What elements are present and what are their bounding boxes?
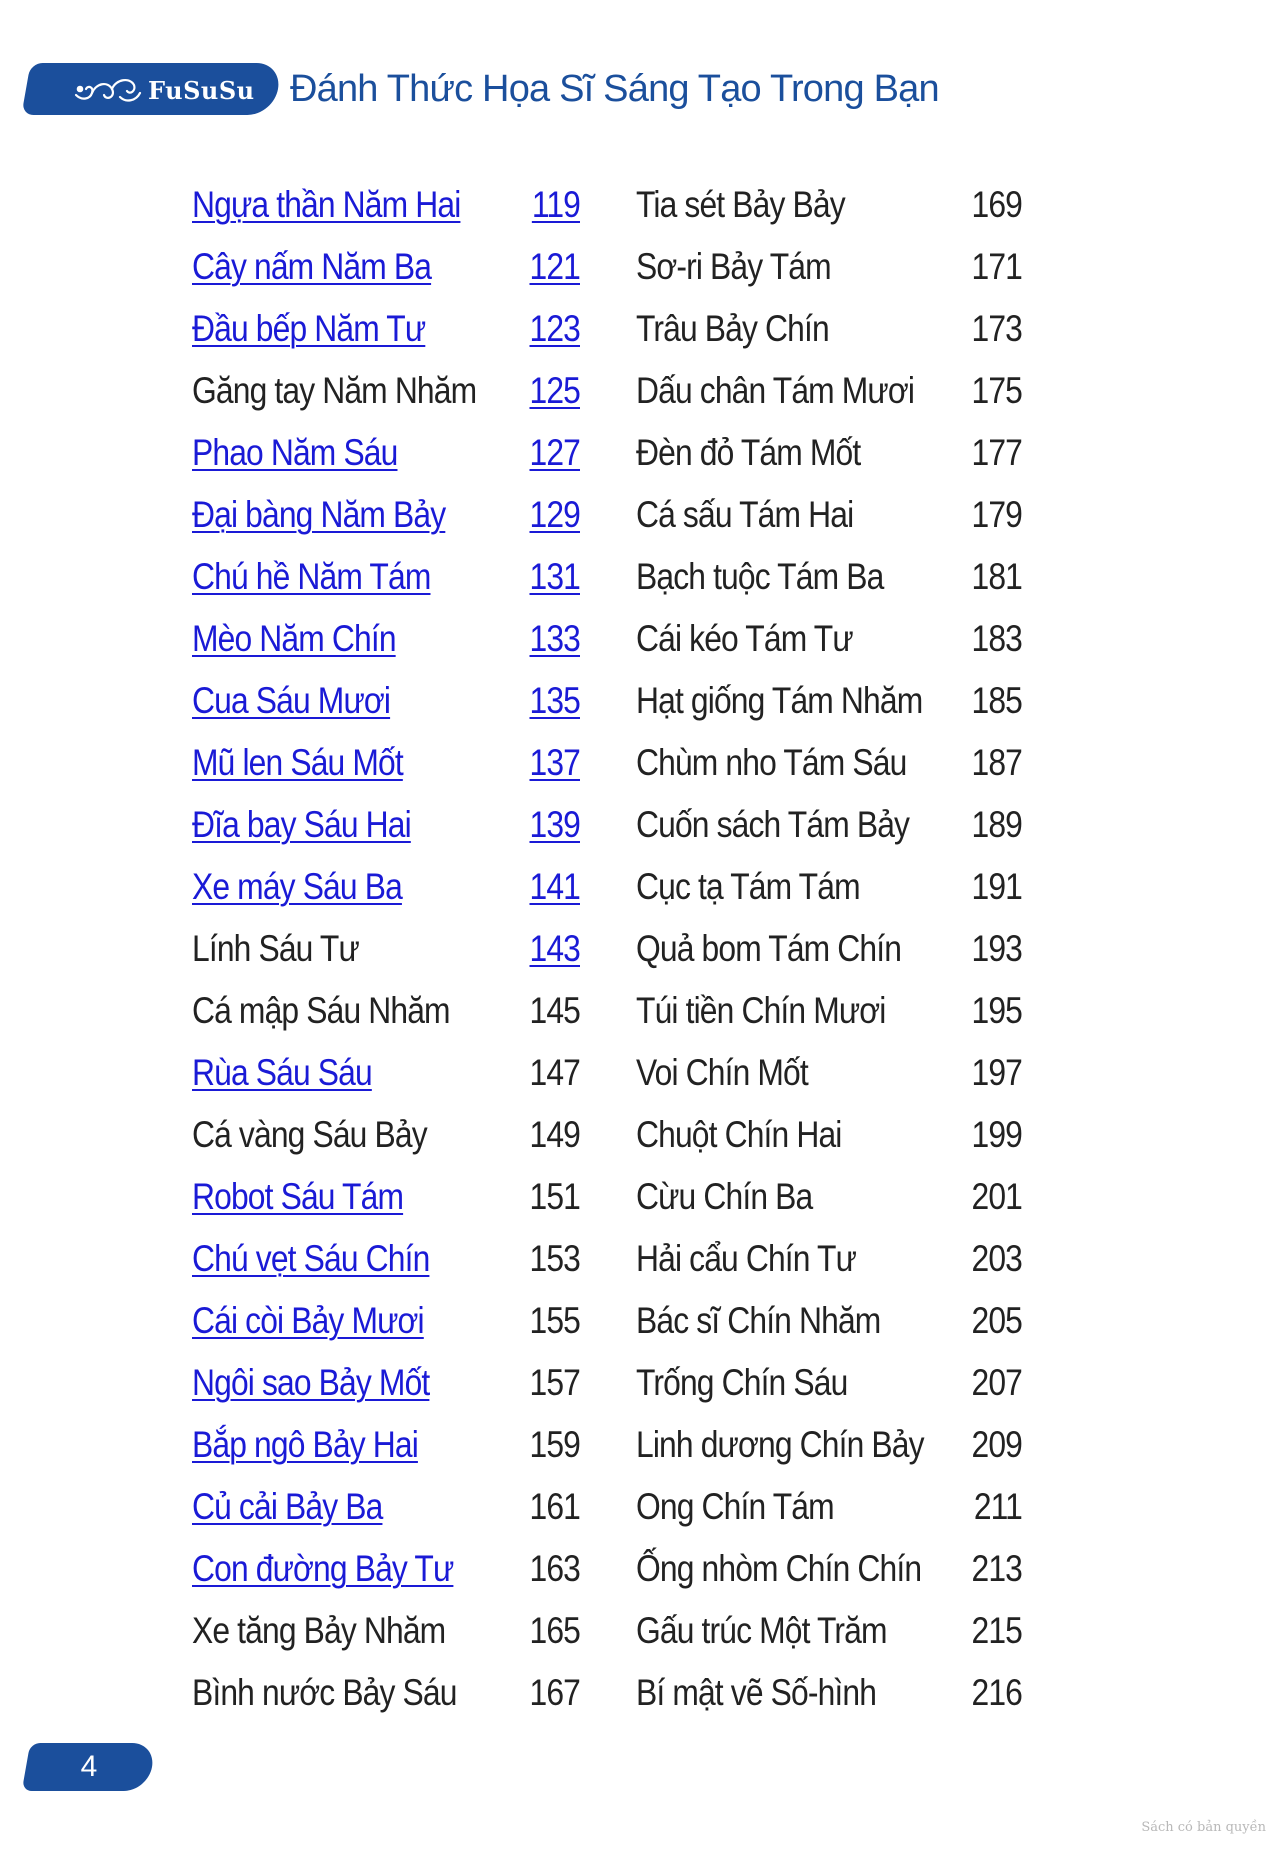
toc-entry-title: Cục tạ Tám Tám bbox=[636, 866, 860, 907]
toc-entry-page: 165 bbox=[529, 1610, 580, 1651]
toc-row bbox=[0, 678, 1280, 740]
toc-entry-page-link[interactable]: 131 bbox=[529, 556, 580, 597]
toc-row bbox=[0, 1484, 1280, 1546]
toc-row bbox=[0, 864, 1280, 926]
toc-entry-title-link[interactable]: Chú vẹt Sáu Chín bbox=[192, 1238, 430, 1279]
toc-entry-page: 167 bbox=[529, 1672, 580, 1713]
toc-entry-title: Chuột Chín Hai bbox=[636, 1114, 842, 1155]
brand-logo bbox=[72, 72, 255, 108]
toc-entry-page: 189 bbox=[971, 804, 1022, 845]
toc-entry-page: 181 bbox=[971, 556, 1022, 597]
toc-entry-title: Ống nhòm Chín Chín bbox=[636, 1548, 922, 1589]
toc-row bbox=[0, 1298, 1280, 1360]
toc-row bbox=[0, 1112, 1280, 1174]
toc-row bbox=[0, 616, 1280, 678]
toc-entry-title: Cái kéo Tám Tư bbox=[636, 618, 853, 659]
toc-entry-page: 209 bbox=[971, 1424, 1022, 1465]
toc-entry-title-link[interactable]: Mèo Năm Chín bbox=[192, 618, 396, 659]
toc-row bbox=[0, 554, 1280, 616]
copyright-watermark: Sách có bản quyền bbox=[1141, 1820, 1266, 1835]
page-number: 4 bbox=[80, 1750, 98, 1783]
toc-row bbox=[0, 430, 1280, 492]
toc-entry-page: 177 bbox=[971, 432, 1022, 473]
toc-entry-title-link[interactable]: Đĩa bay Sáu Hai bbox=[192, 804, 411, 845]
toc-entry-page: 199 bbox=[971, 1114, 1022, 1155]
toc-entry-title: Bí mật vẽ Số-hình bbox=[636, 1672, 877, 1713]
toc-entry-title: Gấu trúc Một Trăm bbox=[636, 1610, 887, 1651]
toc-entry-page: 145 bbox=[529, 990, 580, 1031]
toc-entry-title-link[interactable]: Củ cải Bảy Ba bbox=[192, 1486, 383, 1527]
toc-row bbox=[0, 802, 1280, 864]
toc-entry-page: 205 bbox=[971, 1300, 1022, 1341]
toc-entry-title: Lính Sáu Tư bbox=[192, 928, 359, 969]
toc-entry-page-link[interactable]: 127 bbox=[529, 432, 580, 473]
toc-entry-title: Quả bom Tám Chín bbox=[636, 928, 902, 969]
toc-entry-page: 195 bbox=[971, 990, 1022, 1031]
toc-entry-title: Hạt giống Tám Nhăm bbox=[636, 680, 923, 721]
toc-entry-title: Cá vàng Sáu Bảy bbox=[192, 1114, 427, 1155]
toc-entry-page-link[interactable]: 119 bbox=[531, 184, 580, 225]
toc-entry-title: Bình nước Bảy Sáu bbox=[192, 1672, 457, 1713]
toc-row bbox=[0, 1360, 1280, 1422]
toc-row bbox=[0, 1050, 1280, 1112]
toc-entry-page: 203 bbox=[971, 1238, 1022, 1279]
toc-entry-page: 175 bbox=[971, 370, 1022, 411]
toc-entry-page: 185 bbox=[971, 680, 1022, 721]
toc-entry-title-link[interactable]: Mũ len Sáu Mốt bbox=[192, 742, 403, 783]
toc-entry-title: Cuốn sách Tám Bảy bbox=[636, 804, 910, 845]
toc-entry-page: 191 bbox=[971, 866, 1022, 907]
toc-entry-title-link[interactable]: Rùa Sáu Sáu bbox=[192, 1052, 372, 1093]
toc-entry-title-link[interactable]: Xe máy Sáu Ba bbox=[192, 866, 402, 907]
toc-row bbox=[0, 1670, 1280, 1732]
toc-entry-title-link[interactable]: Cái còi Bảy Mươi bbox=[192, 1300, 424, 1341]
toc-entry-page: 216 bbox=[971, 1672, 1022, 1713]
toc-entry-page: 207 bbox=[971, 1362, 1022, 1403]
toc-entry-title: Đèn đỏ Tám Mốt bbox=[636, 432, 861, 473]
book-title: Đánh Thức Họa Sĩ Sáng Tạo Trong Bạn bbox=[290, 68, 939, 110]
toc-entry-title-link[interactable]: Robot Sáu Tám bbox=[192, 1176, 404, 1217]
toc-entry-title: Cừu Chín Ba bbox=[636, 1176, 813, 1217]
toc-entry-page: 149 bbox=[529, 1114, 580, 1155]
toc-row bbox=[0, 306, 1280, 368]
toc-entry-page: 157 bbox=[529, 1362, 580, 1403]
toc-entry-title: Dấu chân Tám Mươi bbox=[636, 370, 915, 411]
toc-row bbox=[0, 492, 1280, 554]
toc-entry-title-link[interactable]: Cây nấm Năm Ba bbox=[192, 246, 432, 287]
toc-row bbox=[0, 1174, 1280, 1236]
toc-entry-title-link[interactable]: Đầu bếp Năm Tư bbox=[192, 308, 426, 349]
toc-row bbox=[0, 182, 1280, 244]
toc-entry-title: Ong Chín Tám bbox=[636, 1486, 834, 1527]
toc-entry-page-link[interactable]: 129 bbox=[529, 494, 580, 535]
toc-entry-title: Tia sét Bảy Bảy bbox=[636, 184, 845, 225]
toc-row bbox=[0, 988, 1280, 1050]
toc-entry-page: 193 bbox=[971, 928, 1022, 969]
toc-entry-title: Xe tăng Bảy Nhăm bbox=[192, 1610, 446, 1651]
toc-entry-page: 211 bbox=[973, 1486, 1022, 1527]
toc-entry-title: Voi Chín Mốt bbox=[636, 1052, 808, 1093]
toc-entry-title: Linh dương Chín Bảy bbox=[636, 1424, 924, 1465]
toc-entry-page-link[interactable]: 133 bbox=[529, 618, 580, 659]
toc-entry-title: Trâu Bảy Chín bbox=[636, 308, 829, 349]
toc-entry-page-link[interactable]: 123 bbox=[529, 308, 580, 349]
toc-entry-page: 151 bbox=[529, 1176, 580, 1217]
toc-row bbox=[0, 244, 1280, 306]
toc-entry-page: 197 bbox=[971, 1052, 1022, 1093]
toc-row bbox=[0, 740, 1280, 802]
toc-row bbox=[0, 1236, 1280, 1298]
toc-entry-page-link[interactable]: 137 bbox=[529, 742, 580, 783]
toc-entry-title: Túi tiền Chín Mươi bbox=[636, 990, 886, 1031]
toc-entry-page: 187 bbox=[971, 742, 1022, 783]
toc-entry-title-link[interactable]: Con đường Bảy Tư bbox=[192, 1548, 454, 1589]
toc-entry-page-link[interactable]: 143 bbox=[529, 928, 580, 969]
toc-row bbox=[0, 1608, 1280, 1670]
toc-entry-title: Hải cẩu Chín Tư bbox=[636, 1238, 857, 1279]
toc-row bbox=[0, 1546, 1280, 1608]
toc-entry-page: 163 bbox=[529, 1548, 580, 1589]
toc-entry-page: 213 bbox=[971, 1548, 1022, 1589]
toc-entry-title: Chùm nho Tám Sáu bbox=[636, 742, 907, 783]
toc-entry-title-link[interactable]: Ngôi sao Bảy Mốt bbox=[192, 1362, 430, 1403]
toc-entry-page: 153 bbox=[529, 1238, 580, 1279]
toc-entry-page: 155 bbox=[529, 1300, 580, 1341]
brand-name: FuSuSu bbox=[148, 75, 255, 105]
flourish-icon bbox=[72, 73, 144, 107]
toc-entry-page: 179 bbox=[971, 494, 1022, 535]
toc-entry-page: 215 bbox=[971, 1610, 1022, 1651]
toc-entry-title: Trống Chín Sáu bbox=[636, 1362, 848, 1403]
toc-entry-page-link[interactable]: 139 bbox=[529, 804, 580, 845]
toc-entry-title: Bạch tuộc Tám Ba bbox=[636, 556, 884, 597]
toc-entry-page: 171 bbox=[971, 246, 1022, 287]
toc-entry-page: 201 bbox=[971, 1176, 1022, 1217]
toc-entry-page-link[interactable]: 141 bbox=[529, 866, 580, 907]
toc-row bbox=[0, 368, 1280, 430]
toc-entry-title-link[interactable]: Chú hề Năm Tám bbox=[192, 556, 431, 597]
toc-entry-title: Găng tay Năm Nhăm bbox=[192, 370, 477, 411]
toc-entry-page-link[interactable]: 125 bbox=[529, 370, 580, 411]
toc-entry-title-link[interactable]: Bắp ngô Bảy Hai bbox=[192, 1424, 418, 1465]
toc-entry-title-link[interactable]: Cua Sáu Mươi bbox=[192, 680, 391, 721]
toc-entry-title: Sơ-ri Bảy Tám bbox=[636, 246, 831, 287]
toc-entry-page: 169 bbox=[971, 184, 1022, 225]
toc-entry-title: Bác sĩ Chín Nhăm bbox=[636, 1300, 881, 1341]
toc-entry-title: Cá mập Sáu Nhăm bbox=[192, 990, 450, 1031]
toc-row bbox=[0, 1422, 1280, 1484]
toc-row bbox=[0, 926, 1280, 988]
toc-entry-page: 159 bbox=[529, 1424, 580, 1465]
toc-entry-page: 147 bbox=[529, 1052, 580, 1093]
toc-entry-title: Cá sấu Tám Hai bbox=[636, 494, 854, 535]
toc-entry-page-link[interactable]: 135 bbox=[529, 680, 580, 721]
toc-entry-page: 173 bbox=[971, 308, 1022, 349]
toc-entry-title-link[interactable]: Phao Năm Sáu bbox=[192, 432, 398, 473]
toc-entry-page: 161 bbox=[529, 1486, 580, 1527]
toc-entry-title-link[interactable]: Ngựa thần Năm Hai bbox=[192, 184, 461, 225]
toc-entry-title-link[interactable]: Đại bàng Năm Bảy bbox=[192, 494, 446, 535]
toc-entry-page: 183 bbox=[971, 618, 1022, 659]
toc-entry-page-link[interactable]: 121 bbox=[529, 246, 580, 287]
